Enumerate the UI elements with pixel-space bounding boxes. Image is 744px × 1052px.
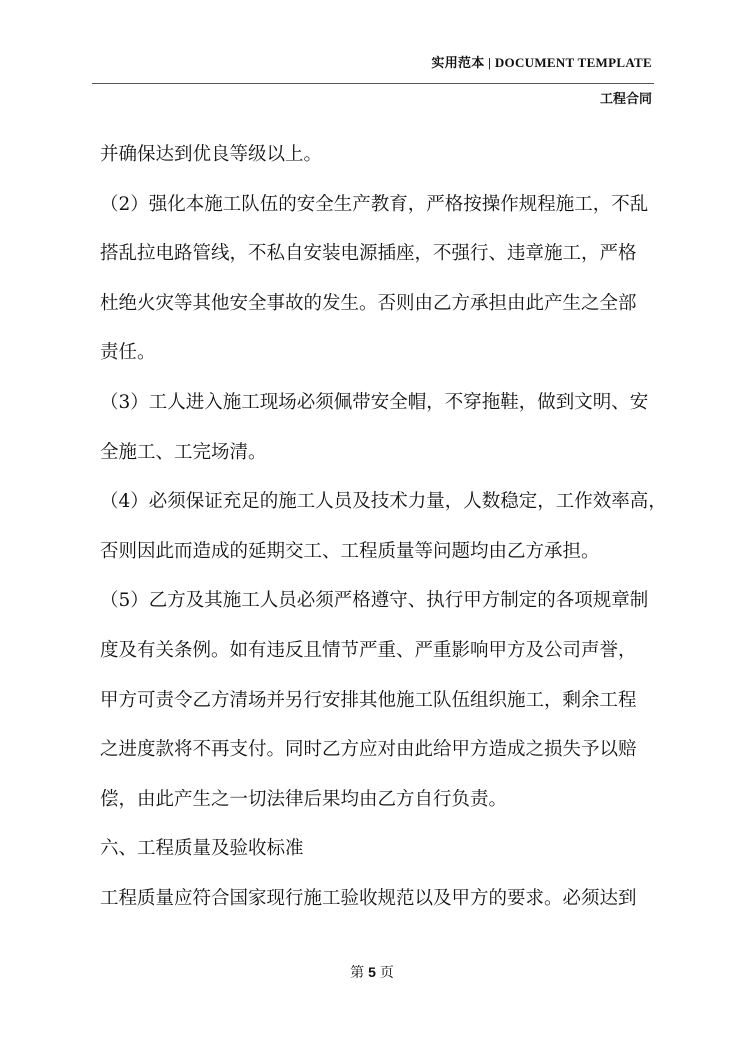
body-line: 并确保达到优良等级以上。 [100, 144, 323, 165]
body-line: 工程质量应符合国家现行施工验收规范以及甲方的要求。必须达到 [100, 887, 637, 909]
header-divider [92, 83, 654, 84]
header-title: 实用范本 | DOCUMENT TEMPLATE [431, 55, 652, 70]
body-line: （2）强化本施工队伍的安全生产教育，严格按操作规程施工，不乱 [100, 193, 649, 215]
page-suffix: 页 [379, 965, 394, 981]
body-line: 否则因此而造成的延期交工、工程质量等问题均由乙方承担。 [100, 540, 600, 562]
document-body [100, 130, 667, 924]
page-number: 5 [368, 964, 376, 980]
body-line: 杜绝火灾等其他安全事故的发生。否则由乙方承担由此产生之全部 [100, 292, 637, 314]
body-line: 偿，由此产生之一切法律后果均由乙方自行负责。 [100, 788, 508, 810]
body-line: 全施工、工完场清。 [100, 441, 267, 463]
body-line: 之进度款将不再支付。同时乙方应对由此给甲方造成之损失予以赔 [100, 739, 637, 761]
body-line: （3）工人进入施工现场必须佩带安全帽，不穿拖鞋，做到文明、安 [100, 391, 649, 413]
body-line: 度及有关条例。如有违反且情节严重、严重影响甲方及公司声誉， [100, 639, 637, 661]
body-line: 责任。 [100, 342, 156, 364]
section-heading: 六、工程质量及验收标准 [100, 838, 304, 860]
body-line: （4）必须保证充足的施工人员及技术力量，人数稳定，工作效率高， [100, 491, 667, 513]
body-line: （5）乙方及其施工人员必须严格遵守、执行甲方制定的各项规章制 [100, 590, 649, 612]
body-line: 甲方可责令乙方清场并另行安排其他施工队伍组织施工，剩余工程 [100, 689, 637, 711]
body-line: 搭乱拉电路管线，不私自安装电源插座，不强行、违章施工，严格 [100, 243, 637, 265]
header-subtitle: 工程合同 [599, 92, 652, 107]
page-prefix: 第 [350, 965, 365, 981]
page-footer [0, 962, 744, 982]
